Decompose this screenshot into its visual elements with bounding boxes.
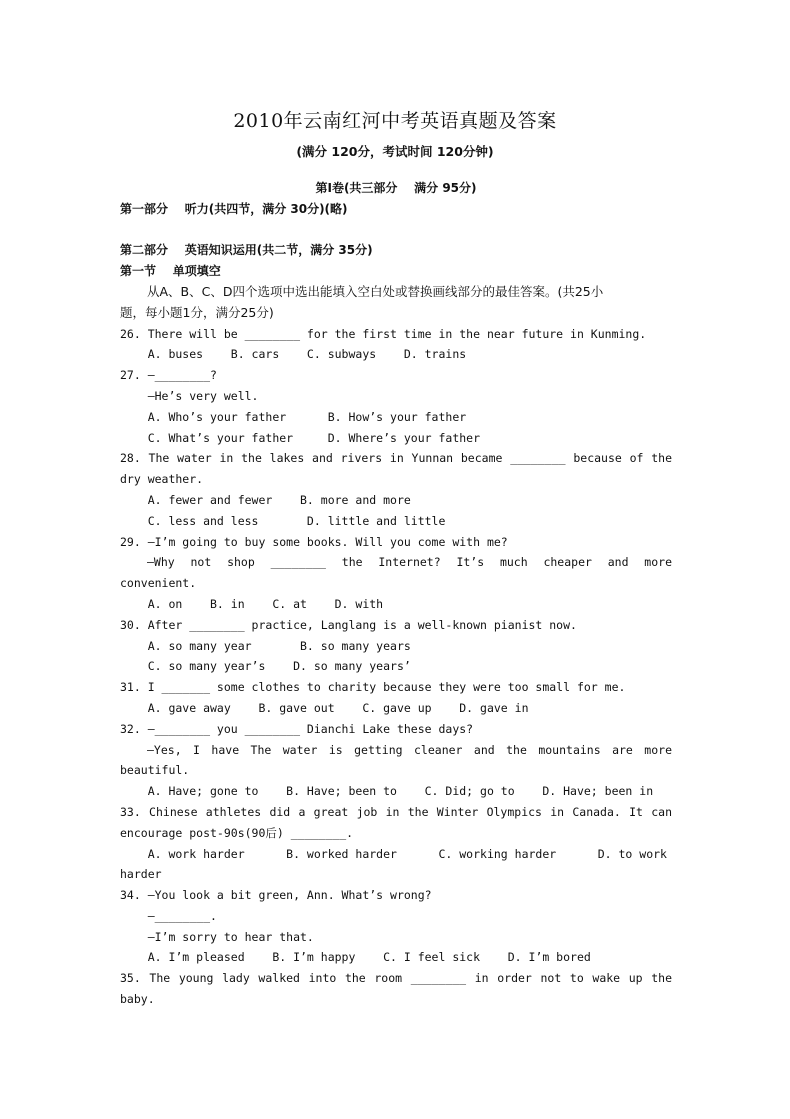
question-continuation: encourage post-90s(90后) ________. [120,825,354,840]
question-line: 26. There will be ________ for the first time in the near future in Kunming. [120,326,647,341]
question-continuation: beautiful. [120,763,190,778]
document-title: 2010年云南红河中考英语真题及答案 [233,110,557,132]
question-continuation: dry weather. [120,472,204,487]
volume-heading: 第Ⅰ卷(共三部分 满分 95分) [315,181,477,195]
document-body [120,178,672,1010]
options-line: A. Who’s your father B. How’s your father [120,409,467,424]
section1-heading: 第一节 单项填空 [120,264,221,279]
question-line: 35. The young lady walked into the room ________ in order not to wake up the [120,971,672,986]
instructions-line-2: 题，每小题1分，满分25分) [120,304,274,320]
options-line: C. What’s your father D. Where’s your father [120,430,481,445]
document-subtitle: (满分 120分，考试时间 120分钟) [296,144,494,159]
dialogue-line: —Yes, I have The water is getting cleaner and the mountains are more [147,742,672,757]
question-line: 33. Chinese athletes did a great job in the Winter Olympics in Canada. It can [120,804,672,819]
options-line: C. less and less D. little and little [120,513,446,528]
part1-heading: 第一部分 听力(共四节，满分 30分)(略) [120,201,348,216]
question-continuation: harder [120,867,162,882]
options-line: A. work harder B. worked harder C. working harder D. to work [120,846,667,861]
spacer [120,220,672,241]
question-continuation: convenient. [120,576,197,591]
question-line: 30. After ________ practice, Langlang is a well-known pianist now. [120,617,577,632]
instructions-line-1: 从A、B、C、D四个选项中选出能填入空白处或替换画线部分的最佳答案。(共25小 [147,283,604,299]
question-line: 28. The water in the lakes and rivers in Yunnan became ________ because of the [120,451,672,466]
options-line: A. on B. in C. at D. with [120,596,384,611]
options-line: C. so many year’s D. so many years’ [120,659,411,674]
part2-heading: 第二部分 英语知识运用(共二节，满分 35分) [120,243,373,258]
options-line: A. Have; gone to B. Have; been to C. Did; go to D. Have; been in [120,784,654,799]
dialogue-line: —Why not shop ________ the Internet? It’s much cheaper and more [147,555,672,570]
question-continuation: baby. [120,992,155,1007]
question-line: 32. —________ you ________ Dianchi Lake these days? [120,721,474,736]
options-line: A. I’m pleased B. I’m happy C. I feel sick D. I’m bored [120,950,591,965]
options-line: A. so many year B. so many years [120,638,411,653]
options-line: A. fewer and fewer B. more and more [120,492,411,507]
question-line: 27. —________? [120,368,217,383]
question-line: 31. I _______ some clothes to charity because they were too small for me. [120,680,626,695]
dialogue-line: —He’s very well. [120,388,259,403]
options-line: A. gave away B. gave out C. gave up D. gave in [120,700,529,715]
dialogue-line: —________. [120,908,217,923]
question-line: 34. —You look a bit green, Ann. What’s wrong? [120,888,432,903]
dialogue-line: —I’m sorry to hear that. [120,929,314,944]
options-line: A. buses B. cars C. subways D. trains [120,347,467,362]
question-line: 29. —I’m going to buy some books. Will you come with me? [120,534,508,549]
